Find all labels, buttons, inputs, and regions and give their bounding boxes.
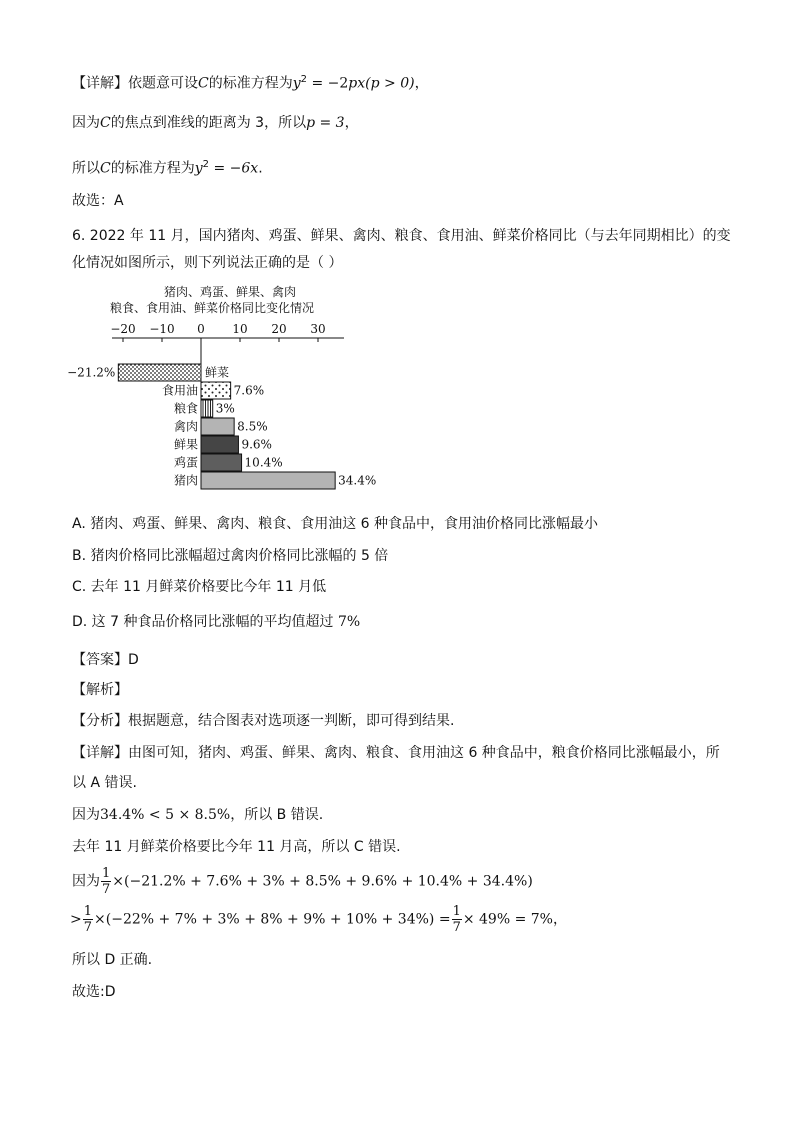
bar-1 <box>201 382 231 399</box>
detail2-line-1: 【详解】由图可知，猪肉、鸡蛋、鲜果、禽肉、粮食、食用油这 6 种食品中，粮食价格同比涨幅最小，所 <box>72 745 720 761</box>
question-line-2: 化情况如图所示，则下列说法正确的是（ ） <box>72 255 343 271</box>
value-label: −21.2% <box>67 365 116 380</box>
bar-6 <box>201 472 335 489</box>
value-label: 10.4% <box>244 455 283 470</box>
x-tick-label: −10 <box>149 322 175 336</box>
value-label: 7.6% <box>233 383 265 398</box>
question-line-1: 6. 2022 年 11 月，国内猪肉、鸡蛋、鲜果、禽肉、粮食、食用油、鲜菜价格同比（与去年同期相比）的变 <box>72 228 731 244</box>
average-calc-line-1: 因为 $\frac{1}{7}$ ×(−21.2% + 7.6% + 3% + 8.5% + 9.6% + 10.4% + 34.4%) <box>72 866 533 897</box>
value-label: 9.6% <box>241 437 272 452</box>
detail-line-1: 【详解】依题意可设C的标准方程为$y^2 = -2px(p > 0)$， <box>72 74 429 92</box>
answer-line <box>72 650 139 670</box>
bar-5 <box>201 454 242 471</box>
category-label: 鲜菜 <box>205 365 230 380</box>
option-d: D. 这 7 种食品价格同比涨幅的平均值超过 7% <box>72 614 361 630</box>
jiexi-heading: 【解析】 <box>72 682 128 698</box>
x-tick-label: 30 <box>310 322 326 336</box>
bar-0 <box>118 364 201 381</box>
x-tick-label: −20 <box>110 322 136 336</box>
value-label: 3% <box>215 401 235 416</box>
chart-title-line-1: 猪肉、鸡蛋、鲜果、禽肉 <box>163 285 297 299</box>
chart-title-line-2: 粮食、食用油、鲜菜价格同比变化情况 <box>109 301 315 315</box>
answer-tag: 【答案】 <box>72 652 128 668</box>
category-label: 食用油 <box>161 383 198 398</box>
average-calc-line-2: > $\frac{1}{7}$ ×(−22% + 7% + 3% + 8% + 9% + 10% + 34%) = $\frac{1}{7}$ × 49% = 7%， <box>70 904 567 935</box>
standard-equation-line: 所以C的标准方程为$y^2 = -6x$. <box>72 159 263 177</box>
choice-line-1: 故选：A <box>72 193 124 209</box>
value-label: 34.4% <box>338 473 377 488</box>
category-label: 粮食 <box>173 401 198 416</box>
detail-tag: 【详解】 <box>72 75 128 92</box>
detail2-line-2: 以 A 错误. <box>72 775 137 791</box>
category-label: 猪肉 <box>173 473 198 488</box>
option-d-conclusion: 所以 D 正确. <box>72 952 153 968</box>
option-b-check: 因为34.4% < 5 × 8.5%，所以 B 错误. <box>72 807 324 823</box>
bar-2 <box>201 400 213 417</box>
x-axis-ticks <box>110 322 325 342</box>
value-label: 8.5% <box>237 419 268 434</box>
choice-line-2: 故选:D <box>72 984 116 1000</box>
fraction-one-seventh: $\frac{1}{7}$ <box>83 904 93 935</box>
category-label: 鲜果 <box>173 437 198 452</box>
bar-4 <box>201 436 238 453</box>
focus-distance-line: 因为C的焦点到准线的距离为 3，所以p = 3， <box>72 115 359 131</box>
x-tick-label: 0 <box>197 322 205 336</box>
bars-group <box>67 364 376 489</box>
category-label: 禽肉 <box>173 419 198 434</box>
x-tick-label: 20 <box>271 322 287 336</box>
option-c-check: 去年 11 月鲜菜价格要比今年 11 月高，所以 C 错误. <box>72 839 401 855</box>
option-b: B. 猪肉价格同比涨幅超过禽肉价格同比涨幅的 5 倍 <box>72 548 389 564</box>
option-c: C. 去年 11 月鲜菜价格要比今年 11 月低 <box>72 579 327 595</box>
analysis-line: 【分析】根据题意，结合图表对选项逐一判断，即可得到结果. <box>72 713 455 729</box>
fraction-one-seventh: $\frac{1}{7}$ <box>452 904 461 935</box>
category-label: 鸡蛋 <box>173 455 198 470</box>
price-change-chart <box>60 282 400 492</box>
x-tick-label: 10 <box>232 322 248 336</box>
fraction-one-seventh: $\frac{1}{7}$ <box>102 866 111 897</box>
bar-3 <box>201 418 234 435</box>
option-a: A. 猪肉、鸡蛋、鲜果、禽肉、粮食、食用油这 6 种食品中，食用油价格同比涨幅最小 <box>72 516 599 532</box>
answer-value: D <box>128 652 139 668</box>
